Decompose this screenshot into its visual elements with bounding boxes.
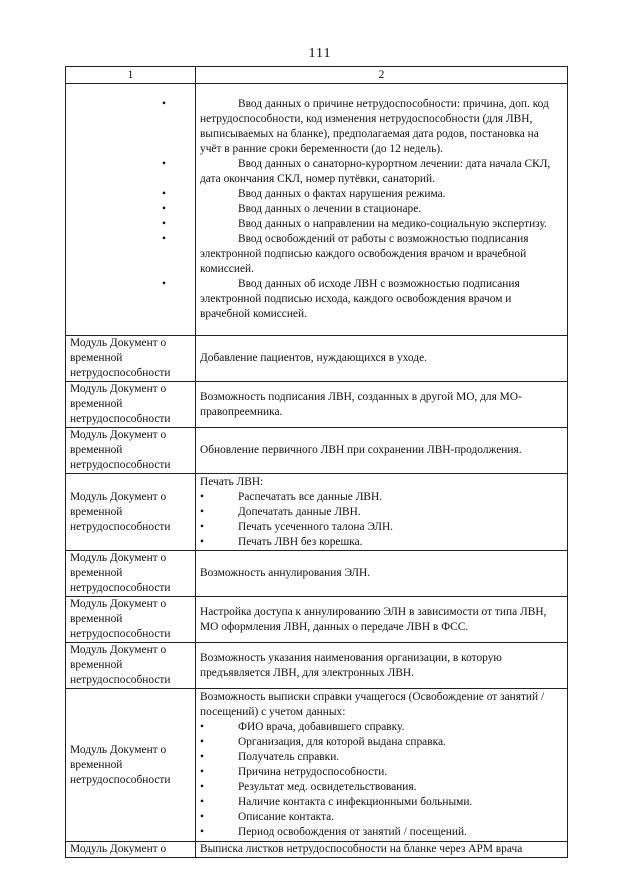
- table-row: [66, 597, 568, 643]
- module-cell: Модуль Документ о временной нетрудоспособности: [66, 382, 196, 428]
- table-row: [66, 551, 568, 597]
- list-item: • ФИО врача, добавившего справку.: [200, 721, 405, 733]
- module-cell: Модуль Документ о временной нетрудоспособности: [66, 474, 196, 551]
- list-item: • Результат мед. освидетельствования.: [200, 781, 417, 793]
- list-item: • Описание контакта.: [200, 811, 335, 823]
- module-cell: [66, 84, 196, 336]
- list-item: • Ввод данных о причине нетрудоспособности: причина, доп. код нетрудоспособности, код изменения нетрудоспособности (для ЛВН, выписываемых на бланке), предполагаемая дата родов, постановка на учёт в ранние сроки беременности (до 12 недель).: [162, 98, 549, 155]
- description-cell: Выписка листков нетрудоспособности на бланке через АРМ врача: [196, 842, 568, 858]
- list-item: • Ввод освобождений от работы с возможностью подписания электронной подписью каждого освобождения врачом и врачебной комиссией.: [162, 233, 529, 275]
- column-header-2: 2: [196, 67, 568, 84]
- list-item: • Печать ЛВН без корешка.: [200, 535, 363, 548]
- column-header-1: 1: [66, 67, 196, 84]
- list-item: • Период освобождения от занятий / посещений.: [200, 826, 467, 838]
- module-cell: Модуль Документ о временной нетрудоспособности: [66, 597, 196, 643]
- table-row: [66, 336, 568, 382]
- list-item: • Ввод данных о лечении в стационаре.: [162, 203, 422, 215]
- list-item: • Получатель справки.: [200, 751, 340, 763]
- table-row: [66, 643, 568, 689]
- table-row: [66, 428, 568, 474]
- description-cell: Настройка доступа к аннулированию ЭЛН в зависимости от типа ЛВН, МО оформления ЛВН, данных о передаче ЛВН в ФСС.: [196, 597, 568, 643]
- table-row: [66, 474, 568, 551]
- list-item: • Распечатать все данные ЛВН.: [200, 490, 383, 503]
- list-item: • Печать усеченного талона ЭЛН.: [200, 520, 394, 533]
- list-item: • Причина нетрудоспособности.: [200, 766, 388, 778]
- module-cell: Модуль Документ о временной нетрудоспособности: [66, 689, 196, 842]
- list-item: • Ввод данных об исходе ЛВН с возможностью подписания электронной подписью исхода, каждого освобождения врачом и врачебной комиссией.: [162, 278, 520, 320]
- print-heading: Печать ЛВН:: [200, 475, 264, 488]
- description-cell: Обновление первичного ЛВН при сохранении ЛВН-продолжения.: [196, 428, 568, 474]
- table-row: [66, 689, 568, 842]
- description-cell: [196, 474, 568, 551]
- list-item: • Организация, для которой выдана справка.: [200, 736, 446, 748]
- requirements-table: [65, 66, 568, 858]
- description-cell: [196, 689, 568, 842]
- table-row: [66, 382, 568, 428]
- description-cell: Добавление пациентов, нуждающихся в уходе.: [196, 336, 568, 382]
- table-row: [66, 84, 568, 336]
- description-cell: Возможность подписания ЛВН, созданных в другой МО, для МО-правопреемника.: [196, 382, 568, 428]
- page-number: 111: [308, 46, 332, 61]
- module-cell: Модуль Документ о временной нетрудоспособности: [66, 551, 196, 597]
- table-row: [66, 842, 568, 858]
- module-cell: Модуль Документ о временной нетрудоспособности: [66, 643, 196, 689]
- description-cell: Возможность указания наименования организации, в которую предъявляется ЛВН, для электронных ЛВН.: [196, 643, 568, 689]
- list-item: • Допечатать данные ЛВН.: [200, 505, 361, 518]
- description-cell: [162, 84, 568, 336]
- module-cell: Модуль Документ о временной нетрудоспособности: [66, 336, 196, 382]
- module-cell: Модуль Документ о: [66, 842, 196, 858]
- description-cell: Возможность аннулирования ЭЛН.: [196, 551, 568, 597]
- list-item: • Ввод данных о фактах нарушения режима.: [162, 188, 446, 200]
- list-item: • Ввод данных о санаторно-курортном лечении: дата начала СКЛ, дата окончания СКЛ, номер путёвки, санаторий.: [162, 158, 551, 185]
- certificate-heading: Возможность выписки справки учащегося (Освобождение от занятий / посещений) с учетом данных:: [200, 691, 545, 718]
- list-item: • Наличие контакта с инфекционными больными.: [200, 796, 473, 808]
- list-item: • Ввод данных о направлении на медико-социальную экспертизу.: [162, 218, 547, 230]
- module-cell: Модуль Документ о временной нетрудоспособности: [66, 428, 196, 474]
- table-header-row: [66, 67, 568, 84]
